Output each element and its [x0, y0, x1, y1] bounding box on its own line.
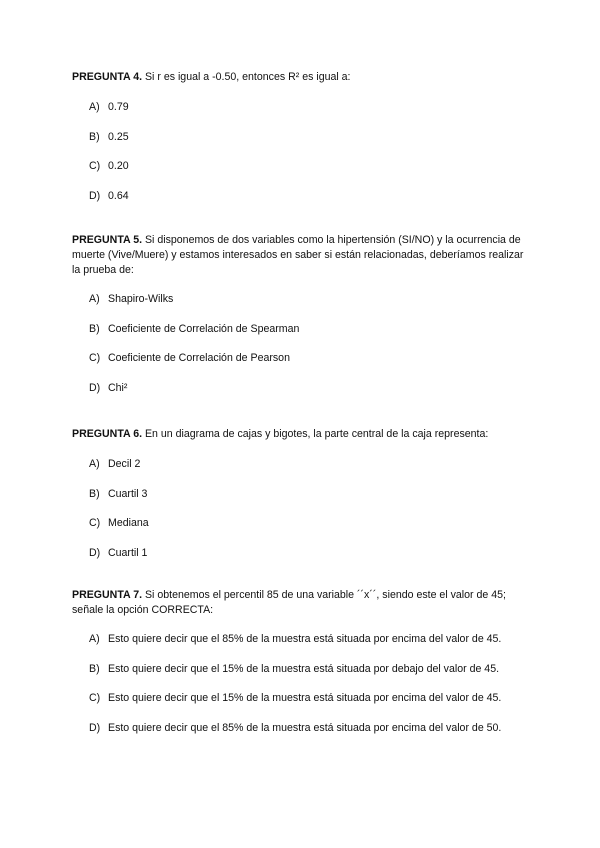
option-letter: D) [89, 721, 101, 734]
option-text: Cuartil 3 [108, 487, 148, 500]
option-b [72, 322, 534, 352]
option-text: 0.79 [108, 101, 129, 113]
option-letter: C) [89, 517, 101, 529]
option-c [72, 516, 534, 546]
option-letter: A) [89, 633, 100, 645]
option-letter: C) [89, 160, 101, 172]
question-7 [72, 588, 534, 750]
option-c [72, 691, 534, 721]
option-b [72, 487, 534, 517]
option-text: Esto quiere decir que el 85% de la muestra está situada por encima del valor de 50. [108, 721, 502, 734]
option-a [72, 457, 534, 487]
option-text: Shapiro-Wilks [108, 293, 174, 305]
question-stem [72, 233, 534, 278]
option-letter: A) [89, 101, 100, 113]
option-text: Coeficiente de Correlación de Pearson [108, 352, 290, 364]
option-text: Esto quiere decir que el 15% de la muestra está situada por debajo del valor de 45. [108, 662, 500, 675]
option-letter: A) [89, 293, 100, 305]
option-a [72, 292, 534, 322]
options-list [72, 632, 534, 750]
option-text: Decil 2 [108, 458, 141, 470]
option-text: Esto quiere decir que el 15% de la muestra está situada por encima del valor de 45. [108, 692, 502, 704]
question-stem [72, 588, 534, 618]
question-4 [72, 70, 534, 218]
option-text: 0.64 [108, 189, 129, 202]
question-text: Si r es igual a -0.50, entonces R² es igual a: [142, 71, 351, 83]
option-letter: B) [89, 130, 100, 143]
option-letter: C) [89, 692, 101, 704]
options-list [72, 457, 534, 575]
question-5 [72, 233, 534, 410]
option-text: 0.20 [108, 160, 129, 172]
option-d [72, 381, 534, 411]
option-letter: B) [89, 322, 100, 335]
options-list [72, 100, 534, 218]
option-text: Esto quiere decir que el 85% de la muestra está situada por encima del valor de 45. [108, 633, 502, 645]
question-text: Si disponemos de dos variables como la hipertensión (SI/NO) y la ocurrencia de muerte (Vive/Muere) y estamos interesados en saber si están relacionadas, deberíamos realizar la prueba de: [72, 234, 524, 276]
option-letter: D) [89, 189, 101, 202]
question-label: PREGUNTA 6. [72, 428, 143, 440]
option-letter: D) [89, 381, 101, 394]
options-list [72, 292, 534, 410]
option-letter: B) [89, 487, 100, 500]
question-label: PREGUNTA 7. [72, 589, 143, 601]
option-text: Coeficiente de Correlación de Spearman [108, 322, 300, 335]
option-text: Chi² [108, 381, 128, 394]
question-stem [72, 427, 534, 442]
option-a [72, 100, 534, 130]
question-label: PREGUNTA 5. [72, 234, 143, 246]
question-stem [72, 70, 534, 85]
option-d [72, 721, 534, 751]
question-text: Si obtenemos el percentil 85 de una variable ´´x´´, siendo este el valor de 45; señale la opción CORRECTA: [72, 589, 506, 616]
option-c [72, 351, 534, 381]
option-b [72, 662, 534, 692]
question-label: PREGUNTA 4. [72, 71, 143, 83]
option-d [72, 189, 534, 219]
option-letter: B) [89, 662, 100, 675]
option-letter: D) [89, 546, 101, 559]
option-d [72, 546, 534, 576]
option-text: 0.25 [108, 130, 129, 143]
option-text: Mediana [108, 517, 149, 529]
option-a [72, 632, 534, 662]
option-c [72, 159, 534, 189]
option-letter: A) [89, 458, 100, 470]
question-text: En un diagrama de cajas y bigotes, la parte central de la caja representa: [142, 428, 489, 440]
option-letter: C) [89, 352, 101, 364]
question-6 [72, 427, 534, 575]
option-text: Cuartil 1 [108, 546, 148, 559]
option-b [72, 130, 534, 160]
